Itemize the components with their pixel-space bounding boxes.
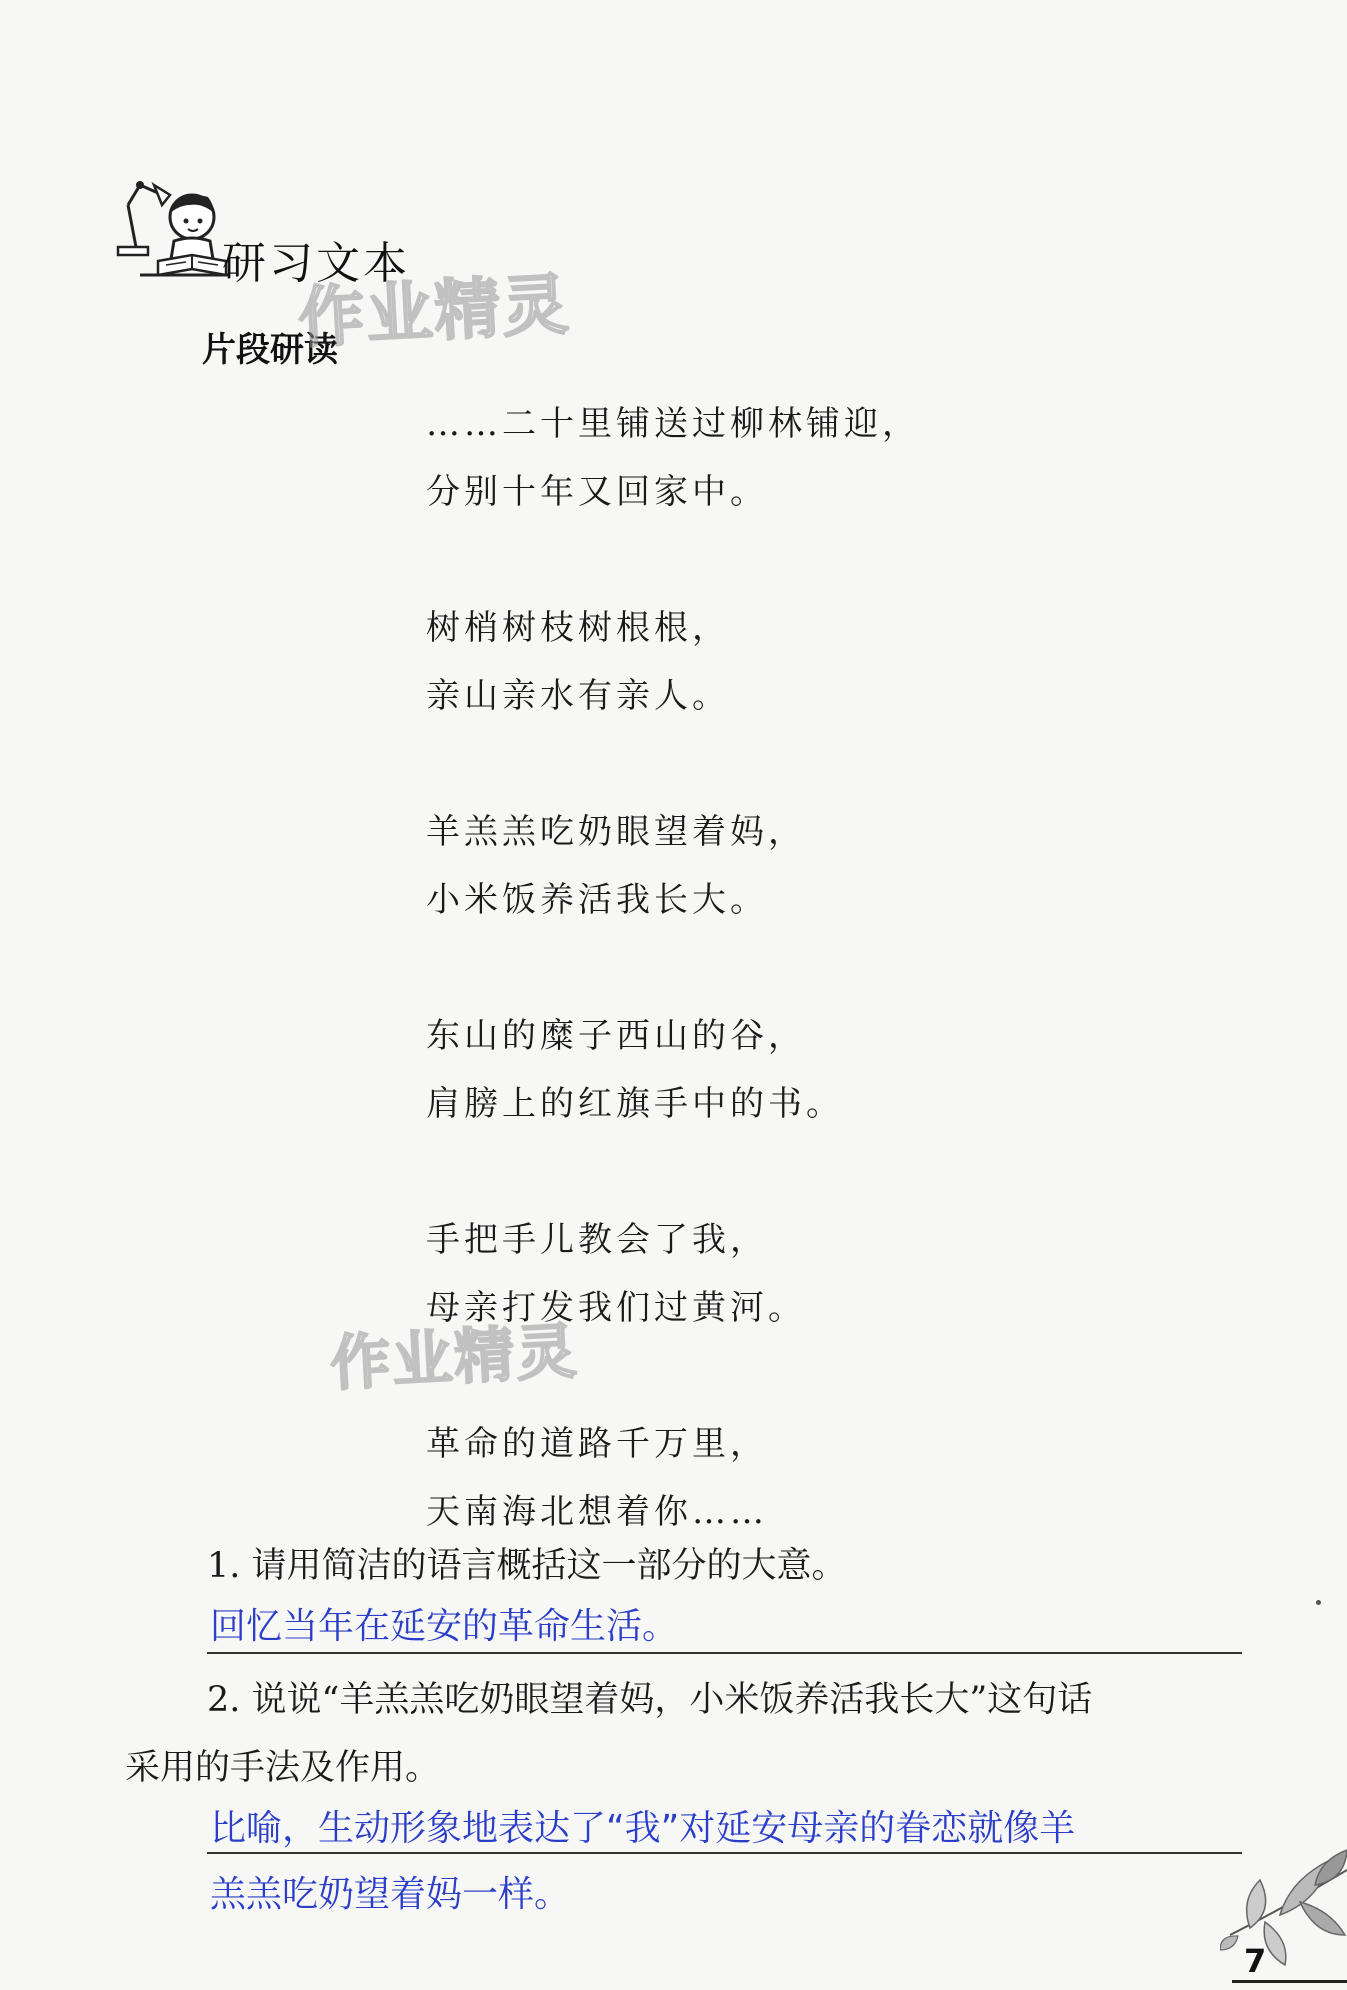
- watermark: 作业精灵: [328, 1316, 580, 1400]
- stray-dot: [1316, 1600, 1321, 1605]
- poem-line: 分别十年又回家中。: [426, 472, 768, 512]
- poem-line: 手把手儿教会了我，: [426, 1220, 768, 1260]
- question-1-answer: 回忆当年在延安的革命生活。: [210, 1606, 679, 1647]
- poem-line: 天南海北想着你……: [426, 1492, 768, 1532]
- poem-line: 东山的糜子西山的谷，: [426, 1016, 806, 1056]
- question-2-answer-continued: 羔羔吃奶望着妈一样。: [210, 1874, 571, 1915]
- section-title: 研习文本: [222, 238, 410, 289]
- poem-line: 母亲打发我们过黄河。: [426, 1288, 806, 1328]
- poem-stanza: [426, 390, 1126, 526]
- poem-line: 革命的道路千万里，: [426, 1424, 768, 1464]
- poem-line: 羊羔羔吃奶眼望着妈，: [426, 812, 806, 852]
- page-number: 7: [1244, 1942, 1267, 1980]
- subsection-title: 片段研读: [202, 330, 338, 370]
- poem-line: 亲山亲水有亲人。: [426, 676, 730, 716]
- poem-line: ……二十里铺送过柳林铺迎，: [426, 404, 920, 444]
- poem-line: 树梢树枝树根根，: [426, 608, 730, 648]
- poem-line: 小米饭养活我长大。: [426, 880, 768, 920]
- poem-stanza: [426, 798, 1126, 934]
- poem-stanza: [426, 1410, 1126, 1546]
- question-1-prompt: 1. 请用简洁的语言概括这一部分的大意。: [207, 1546, 847, 1586]
- poem-stanza: [426, 1206, 1126, 1342]
- answer-line: [207, 1652, 1242, 1654]
- poem-stanza: [426, 594, 1126, 730]
- answer-line: [207, 1852, 1242, 1854]
- question-2-answer: 比喻，生动形象地表达了“我”对延安母亲的眷恋就像羊: [210, 1808, 1076, 1849]
- poem-stanza: [426, 1002, 1126, 1138]
- question-2-prompt: 2. 说说“羊羔羔吃奶眼望着妈，小米饭养活我长大”这句话: [207, 1680, 1093, 1720]
- leaf-decoration-icon: [1220, 1840, 1347, 1970]
- poem-line: 肩膀上的红旗手中的书。: [426, 1084, 844, 1124]
- watermark: 作业精灵: [296, 265, 573, 358]
- student-reading-icon: [110, 175, 230, 285]
- question-2-prompt-continued: 采用的手法及作用。: [125, 1748, 441, 1788]
- page-number-rule: [1232, 1980, 1347, 1983]
- poem-excerpt: [426, 390, 1126, 1546]
